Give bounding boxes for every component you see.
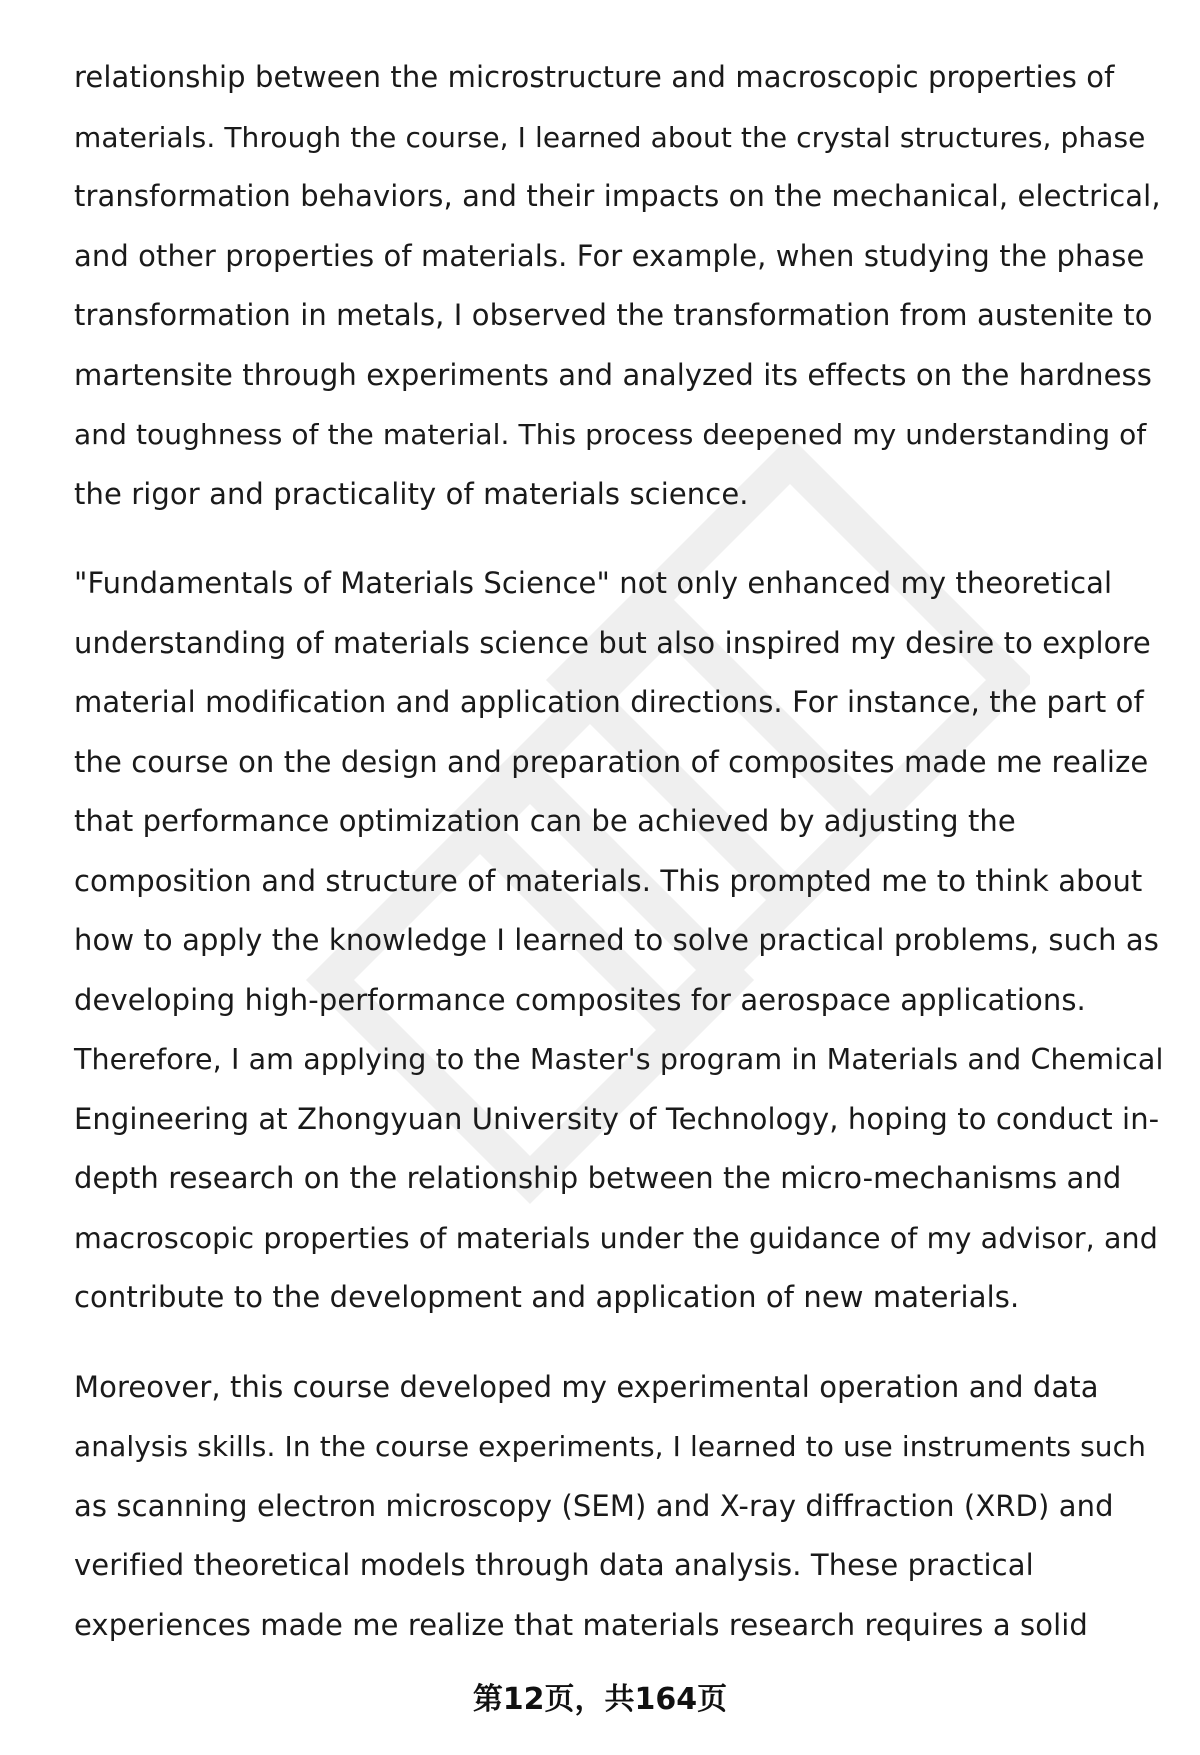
text-line: Engineering at Zhongyuan University of Technology, hoping to conduct in- [74,1101,1160,1136]
paragraph-2 [74,554,1164,1328]
paragraph-3 [74,1358,1164,1656]
text-line: materials. Through the course, I learned about the crystal structures, phase [74,120,1146,154]
text-line: depth research on the relationship between the micro-mechanisms and [74,1161,1122,1195]
text-line: the course on the design and preparation of composites made me realize [74,744,1149,779]
text-line: martensite through experiments and analyzed its effects on the hardness [74,357,1152,392]
text-line: "Fundamentals of Materials Science" not only enhanced my theoretical [74,566,1113,600]
text-line: contribute to the development and application of new materials. [74,1280,1020,1314]
text-line: material modification and application directions. For instance, the part of [74,685,1144,719]
text-line: relationship between the microstructure and macroscopic properties of [74,60,1115,94]
text-line: developing high-performance composites for aerospace applications. [74,982,1086,1017]
text-line: understanding of materials science but also inspired my desire to explore [74,625,1151,660]
text-line: the rigor and practicality of materials science. [74,476,749,511]
text-line: that performance optimization can be achieved by adjusting the [74,804,1016,838]
text-line: experiences made me realize that materials research requires a solid [74,1607,1088,1642]
text-line: Moreover, this course developed my experimental operation and data [74,1369,1099,1404]
page-number-footer: 第12页，共164页 [472,1682,728,1717]
text-line: and other properties of materials. For example, when studying the phase [74,238,1145,273]
text-line: transformation in metals, I observed the transformation from austenite to [74,298,1153,332]
text-line: analysis skills. In the course experiments, I learned to use instruments such [74,1430,1146,1463]
text-line: macroscopic properties of materials under the guidance of my advisor, and [74,1221,1158,1255]
text-line: composition and structure of materials. This prompted me to think about [74,863,1143,898]
text-line: how to apply the knowledge I learned to solve practical problems, such as [74,923,1160,957]
text-line: Therefore, I am applying to the Master's program in Materials and Chemical [74,1043,1164,1076]
text-line: as scanning electron microscopy (SEM) and X-ray diffraction (XRD) and [74,1488,1114,1523]
text-line: verified theoretical models through data analysis. These practical [74,1548,1034,1582]
text-line: and toughness of the material. This process deepened my understanding of [74,418,1147,451]
document-page [74,48,1164,1685]
paragraph-1 [74,48,1164,524]
text-line: transformation behaviors, and their impacts on the mechanical, electrical, [74,179,1161,213]
